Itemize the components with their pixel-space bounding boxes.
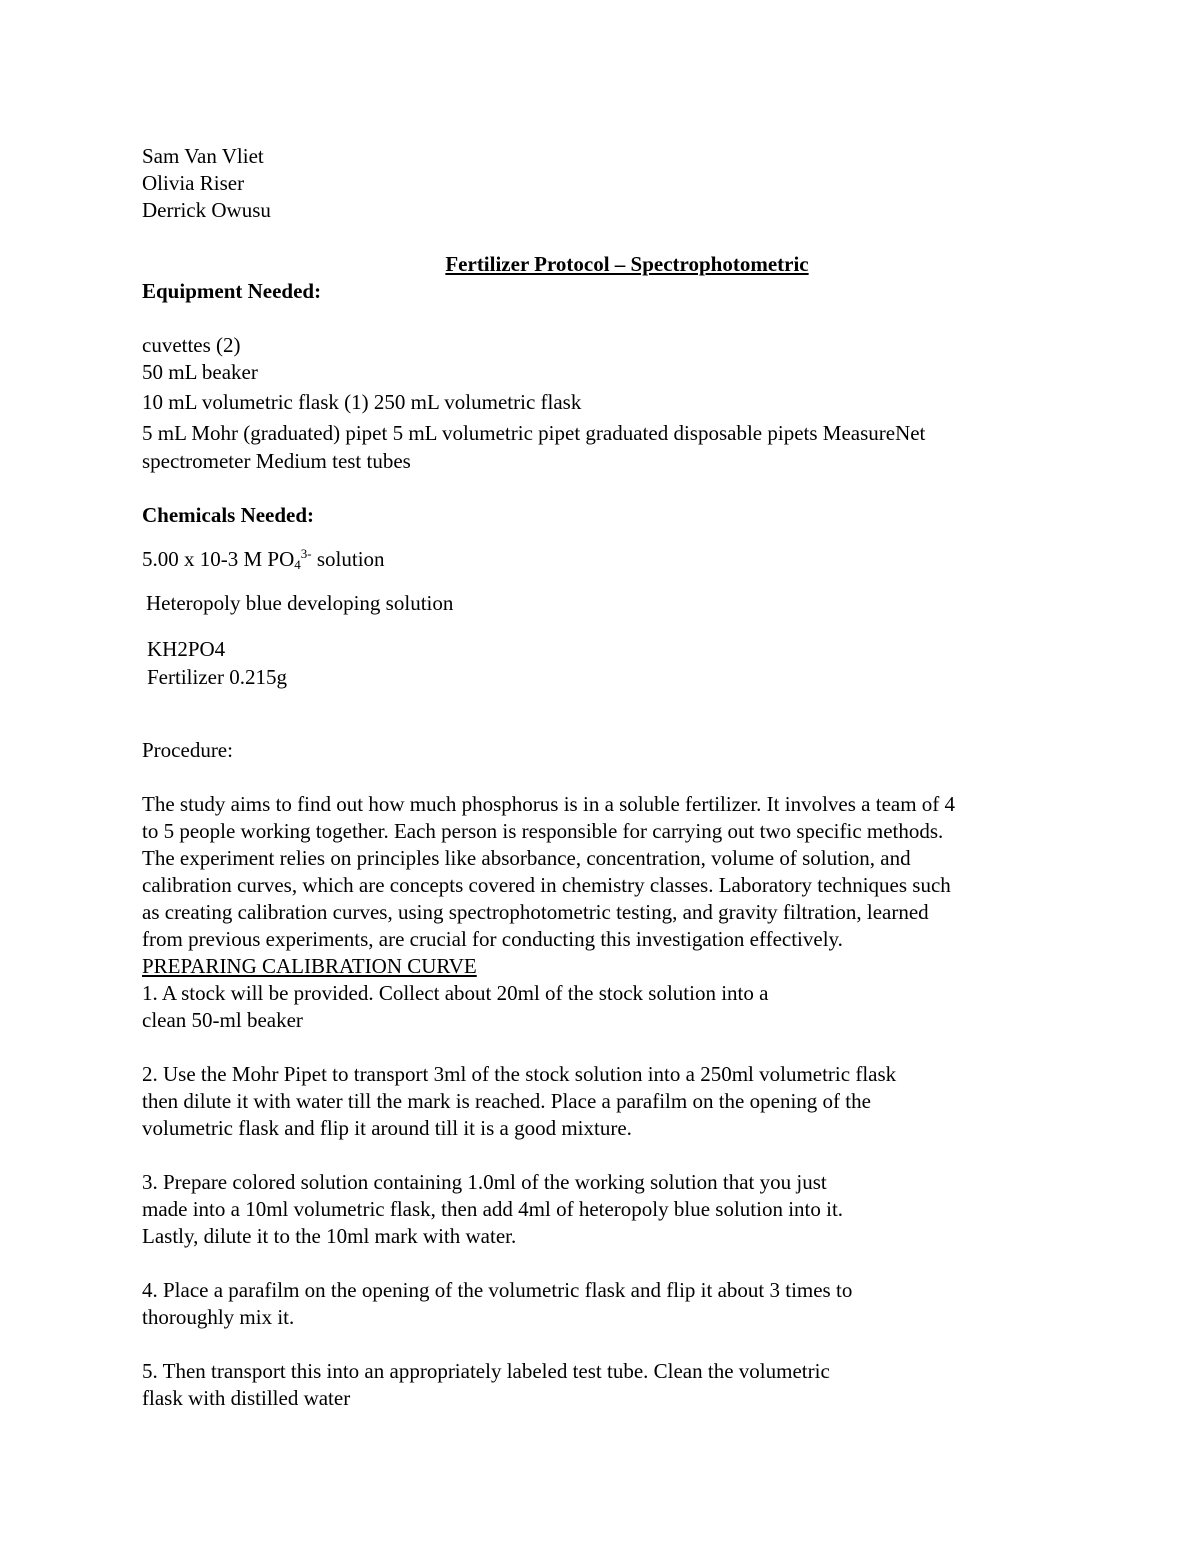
step-line: 4. Place a parafilm on the opening of the volumetric flask and flip it about 3 times to xyxy=(142,1278,853,1302)
author-name: Sam Van Vliet xyxy=(142,144,264,168)
paragraph-line: to 5 people working together. Each person is responsible for carrying out two specific methods. xyxy=(142,819,944,843)
step-line: thoroughly mix it. xyxy=(142,1305,295,1329)
author-name: Derrick Owusu xyxy=(142,198,271,222)
equipment-line: spectrometer Medium test tubes xyxy=(142,449,411,473)
equipment-line: 5 mL Mohr (graduated) pipet 5 mL volumetric pipet graduated disposable pipets MeasureNet xyxy=(142,421,926,445)
author-name: Olivia Riser xyxy=(142,171,245,195)
equipment-line: 50 mL beaker xyxy=(142,360,258,384)
paragraph-line: as creating calibration curves, using spectrophotometric testing, and gravity filtration, learned xyxy=(142,900,929,924)
equipment-line: 10 mL volumetric flask (1) 250 mL volumetric flask xyxy=(142,390,582,414)
procedure-heading: Procedure: xyxy=(142,738,233,762)
step-line: 5. Then transport this into an appropriately labeled test tube. Clean the volumetric xyxy=(142,1359,830,1383)
step-line: made into a 10ml volumetric flask, then add 4ml of heteropoly blue solution into it. xyxy=(142,1197,844,1221)
step-line: then dilute it with water till the mark is reached. Place a parafilm on the opening of the xyxy=(142,1089,871,1113)
equipment-heading: Equipment Needed: xyxy=(142,279,322,303)
chemical-item: KH2PO4 xyxy=(147,637,226,661)
document-title: Fertilizer Protocol – Spectrophotometric xyxy=(445,252,809,276)
step-line: Lastly, dilute it to the 10ml mark with water. xyxy=(142,1224,517,1248)
paragraph-line: The study aims to find out how much phosphorus is in a soluble fertilizer. It involves a team of 4 xyxy=(142,792,956,816)
section-heading: PREPARING CALIBRATION CURVE xyxy=(142,954,477,978)
phosphate-solution: 5.00 x 10-3 M $PO_4^{3-}$ solution xyxy=(142,546,385,572)
step-line: 1. A stock will be provided. Collect about 20ml of the stock solution into a xyxy=(142,981,769,1005)
paragraph-line: The experiment relies on principles like absorbance, concentration, volume of solution, and xyxy=(142,846,911,870)
step-line: clean 50-ml beaker xyxy=(142,1008,303,1032)
paragraph-line: calibration curves, which are concepts covered in chemistry classes. Laboratory techniques such xyxy=(142,873,951,897)
chemical-item: Heteropoly blue developing solution xyxy=(146,591,454,615)
chemical-item: Fertilizer 0.215g xyxy=(147,665,287,689)
paragraph-line: from previous experiments, are crucial for conducting this investigation effectively. xyxy=(142,927,843,951)
step-line: volumetric flask and flip it around till it is a good mixture. xyxy=(142,1116,632,1140)
equipment-line: cuvettes (2) xyxy=(142,333,241,357)
step-line: 3. Prepare colored solution containing 1.0ml of the working solution that you just xyxy=(142,1170,827,1194)
chemicals-heading: Chemicals Needed: xyxy=(142,503,315,527)
step-line: 2. Use the Mohr Pipet to transport 3ml of the stock solution into a 250ml volumetric flask xyxy=(142,1062,897,1086)
step-line: flask with distilled water xyxy=(142,1386,351,1410)
